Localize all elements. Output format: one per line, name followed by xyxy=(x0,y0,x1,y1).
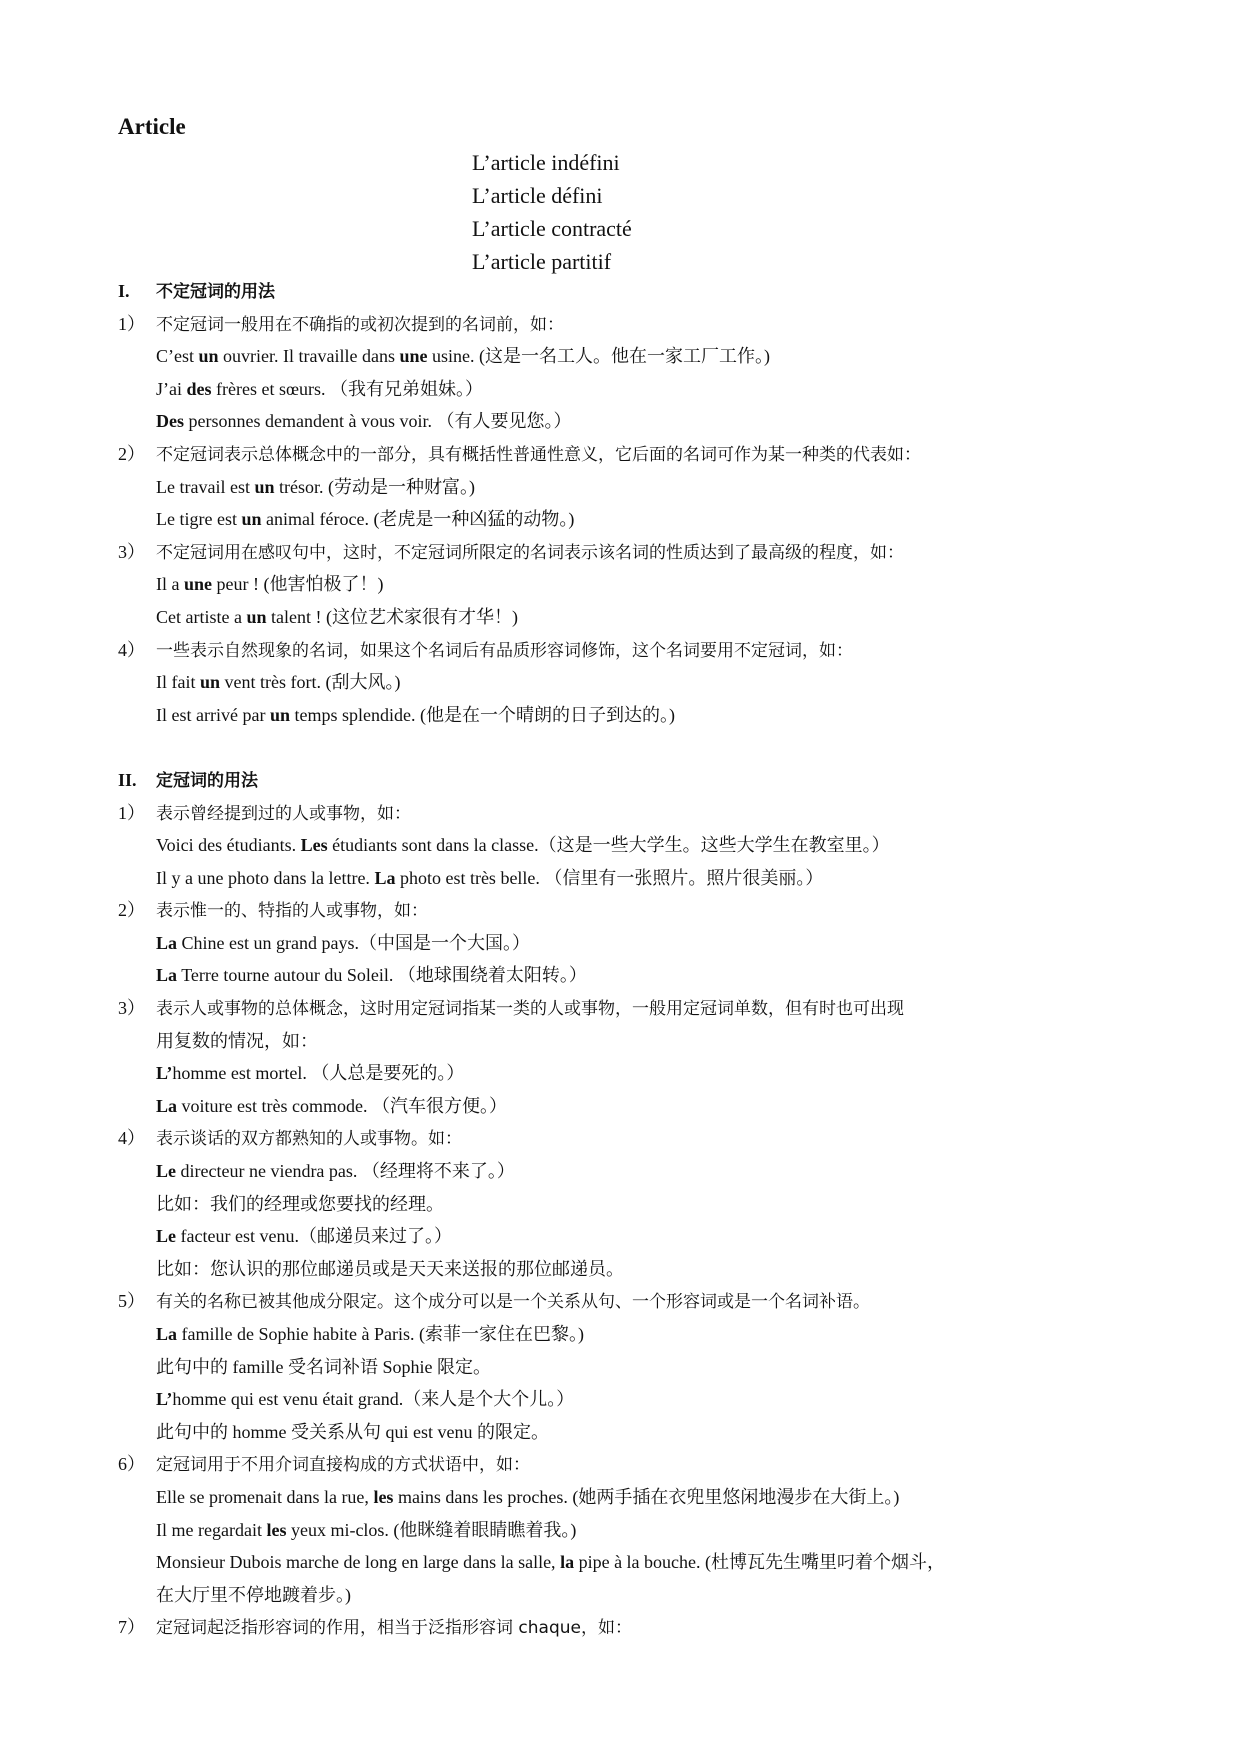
note-line: 此句中的 homme 受关系从句 qui est venu 的限定。 xyxy=(156,1421,549,1442)
article-word: Des xyxy=(156,411,184,432)
article-word: L’ xyxy=(156,1389,173,1410)
section-title: 定冠词的用法 xyxy=(156,770,258,791)
article-word: un xyxy=(269,704,290,725)
article-word: des xyxy=(186,378,212,399)
rule-item xyxy=(118,894,1123,927)
article-word: Le xyxy=(156,1226,176,1247)
example-sentence xyxy=(118,1481,1123,1514)
example-sentence xyxy=(118,959,1123,992)
section-number: I. xyxy=(118,281,130,301)
rule-text: 表示人或事物的总体概念，这时用定冠词指某一类的人或事物，一般用定冠词单数，但有时也可出现 xyxy=(156,999,904,1020)
rule-number: 7） xyxy=(118,1617,145,1638)
rule-number: 2） xyxy=(118,443,145,464)
article-word: une xyxy=(399,346,428,367)
rule-text: 有关的名称已被其他成分限定。这个成分可以是一个关系从句、一个形容词或是一个名词补语。 xyxy=(156,1292,870,1313)
section-number: II. xyxy=(118,769,137,790)
rule-item xyxy=(118,1122,1123,1155)
example-text: Le travail est xyxy=(156,476,255,497)
note-line: 此句中的 famille 受名词补语 Sophie 限定。 xyxy=(156,1356,491,1377)
example-sentence xyxy=(118,862,1123,895)
article-word: La xyxy=(156,1324,178,1344)
example-sentence xyxy=(118,1318,1123,1351)
article-word: La xyxy=(374,867,396,888)
section-heading xyxy=(118,275,1123,308)
article-word: L’ xyxy=(156,1063,173,1084)
example-text: J’ai xyxy=(156,378,187,399)
rule-item xyxy=(118,1285,1123,1318)
example-text: Il me regardait xyxy=(156,1519,267,1540)
article-word: La xyxy=(156,1095,178,1116)
rule-item xyxy=(118,308,1123,341)
example-text: frères et sœurs. （我有兄弟姐妹。） xyxy=(211,378,483,399)
toc-item-partitif: L’article partitif xyxy=(472,249,612,274)
example-sentence xyxy=(118,405,1123,438)
article-word: les xyxy=(373,1486,394,1507)
rule-text: 定冠词用于不用介词直接构成的方式状语中，如： xyxy=(156,1455,530,1476)
example-text: Il a xyxy=(156,574,184,595)
example-sentence xyxy=(118,1546,1123,1579)
example-sentence xyxy=(118,927,1123,960)
example-text: étudiants sont dans la classe.（这是一些大学生。这些大学生在教室里。） xyxy=(327,835,890,856)
example-text: famille de Sophie habite à Paris. (索菲一家住在巴黎。) xyxy=(177,1324,584,1344)
example-text: voiture est très commode. （汽车很方便。） xyxy=(177,1095,507,1116)
example-text: talent ! (这位艺术家很有才华！) xyxy=(266,606,518,627)
example-text: animal féroce. (老虎是一种凶猛的动物。) xyxy=(261,509,575,530)
section-title: 不定冠词的用法 xyxy=(156,282,275,302)
rule-item xyxy=(118,1448,1123,1481)
article-word: Le xyxy=(156,1161,176,1182)
example-text: usine. (这是一名工人。他在一家工厂工作。) xyxy=(427,346,770,367)
example-sentence xyxy=(118,601,1123,634)
example-text: vent très fort. (刮大风。) xyxy=(220,672,401,693)
example-text: directeur ne viendra pas. （经理将不来了。） xyxy=(176,1161,515,1182)
rule-number: 2） xyxy=(118,900,145,921)
example-sentence xyxy=(118,568,1123,601)
article-word: un xyxy=(246,606,267,627)
example-text: personnes demandent à vous voir. （有人要见您。） xyxy=(184,411,572,432)
rule-item xyxy=(118,438,1123,471)
article-word: une xyxy=(183,574,212,595)
example-text: photo est très belle. （信里有一张照片。照片很美丽。） xyxy=(395,867,824,888)
toc-item-defini: L’article défini xyxy=(472,183,603,208)
article-word: la xyxy=(560,1552,575,1573)
example-sentence xyxy=(118,1383,1123,1416)
example-text: C’est xyxy=(156,346,199,367)
rule-text: 表示惟一的、特指的人或事物，如： xyxy=(156,901,428,922)
rule-text: 表示曾经提到过的人或事物，如： xyxy=(156,803,411,824)
article-word: Les xyxy=(300,835,328,856)
note-line: 比如：您认识的那位邮递员或是天天来送报的那位邮递员。 xyxy=(156,1258,624,1279)
toc-item-contracte: L’article contracté xyxy=(472,216,632,241)
example-text: Il fait xyxy=(156,672,200,693)
example-sentence xyxy=(118,699,1123,732)
example-text: Il y a une photo dans la lettre. xyxy=(156,867,375,888)
note-line: 在大厅里不停地踱着步。) xyxy=(156,1584,351,1605)
example-text: Terre tourne autour du Soleil. （地球围绕着太阳转。） xyxy=(177,965,587,986)
article-word: un xyxy=(254,476,275,497)
rule-number: 1） xyxy=(118,313,145,334)
example-text: homme est mortel. （人总是要死的。） xyxy=(172,1063,465,1084)
rule-item xyxy=(118,634,1123,667)
example-text: peur ! (他害怕极了！) xyxy=(212,574,384,595)
rule-text: 不定冠词表示总体概念中的一部分，具有概括性普通性意义，它后面的名词可作为某一种类的代表如： xyxy=(156,444,921,465)
example-sentence xyxy=(118,1155,1123,1188)
rule-number: 4） xyxy=(118,1128,145,1149)
example-text: Le tigre est xyxy=(156,509,242,530)
example-sentence xyxy=(118,471,1123,504)
article-word: La xyxy=(156,932,178,953)
example-sentence xyxy=(118,503,1123,536)
article-word: les xyxy=(266,1519,287,1540)
example-text: yeux mi-clos. (他眯缝着眼睛瞧着我。) xyxy=(286,1519,577,1540)
example-sentence xyxy=(118,1220,1123,1253)
example-text: pipe à la bouche. (杜博瓦先生嘴里叼着个烟斗， xyxy=(574,1552,946,1573)
rule-number: 3） xyxy=(118,998,145,1019)
rule-item xyxy=(118,536,1123,569)
example-text: Voici des étudiants. xyxy=(156,835,301,856)
example-text: Il est arrivé par xyxy=(156,704,270,725)
rule-text: 表示谈话的双方都熟知的人或事物。如： xyxy=(156,1129,462,1150)
rule-number: 3） xyxy=(118,541,145,562)
rule-text: 不定冠词用在感叹句中，这时，不定冠词所限定的名词表示该名词的性质达到了最高级的程度，如： xyxy=(156,542,904,563)
example-text: mains dans les proches. (她两手插在衣兜里悠闲地漫步在大街上。) xyxy=(393,1486,900,1507)
rule-number: 1） xyxy=(118,802,145,823)
article-types-list xyxy=(472,146,632,278)
example-sentence xyxy=(118,373,1123,406)
article-word: un xyxy=(198,346,219,367)
rule-number: 4） xyxy=(118,639,145,660)
example-text: ouvrier. Il travaille dans xyxy=(218,346,400,367)
document-body xyxy=(118,275,1123,1644)
example-sentence xyxy=(118,1514,1123,1547)
document-title: Article xyxy=(118,114,186,139)
example-text: temps splendide. (他是在一个晴朗的日子到达的。) xyxy=(289,704,675,725)
example-text: Chine est un grand pays.（中国是一个大国。） xyxy=(177,932,530,953)
example-text: Monsieur Dubois marche de long en large dans la salle, xyxy=(156,1552,561,1573)
rule-item xyxy=(118,992,1123,1025)
article-word: un xyxy=(199,672,221,693)
example-sentence xyxy=(118,666,1123,699)
article-word: un xyxy=(241,509,262,530)
example-text: trésor. (劳动是一种财富。) xyxy=(274,476,475,497)
example-sentence xyxy=(118,1090,1123,1123)
example-text: facteur est venu.（邮递员来过了。） xyxy=(176,1226,452,1247)
example-text: Elle se promenait dans la rue, xyxy=(156,1486,374,1507)
example-sentence xyxy=(118,1057,1123,1090)
note-line: 用复数的情况，如： xyxy=(156,1030,318,1051)
toc-item-indefini: L’article indéfini xyxy=(472,150,620,175)
example-text: Cet artiste a xyxy=(156,606,247,627)
rule-number: 5） xyxy=(118,1291,145,1312)
blank-line xyxy=(118,731,1123,764)
rule-text: 一些表示自然现象的名词，如果这个名词后有品质形容词修饰，这个名词要用不定冠词，如： xyxy=(156,640,853,661)
section-heading xyxy=(118,764,1123,797)
rule-text: 不定冠词一般用在不确指的或初次提到的名词前，如： xyxy=(156,314,564,335)
article-word: La xyxy=(156,965,178,986)
rule-text: 定冠词起泛指形容词的作用，相当于泛指形容词 chaque，如： xyxy=(156,1618,632,1639)
rule-item xyxy=(118,1611,1123,1644)
example-sentence xyxy=(118,829,1123,862)
rule-item xyxy=(118,797,1123,830)
note-line: 比如：我们的经理或您要找的经理。 xyxy=(156,1193,444,1214)
rule-number: 6） xyxy=(118,1454,145,1475)
example-sentence xyxy=(118,340,1123,373)
example-text: homme qui est venu était grand.（来人是个大个儿。） xyxy=(172,1389,575,1410)
